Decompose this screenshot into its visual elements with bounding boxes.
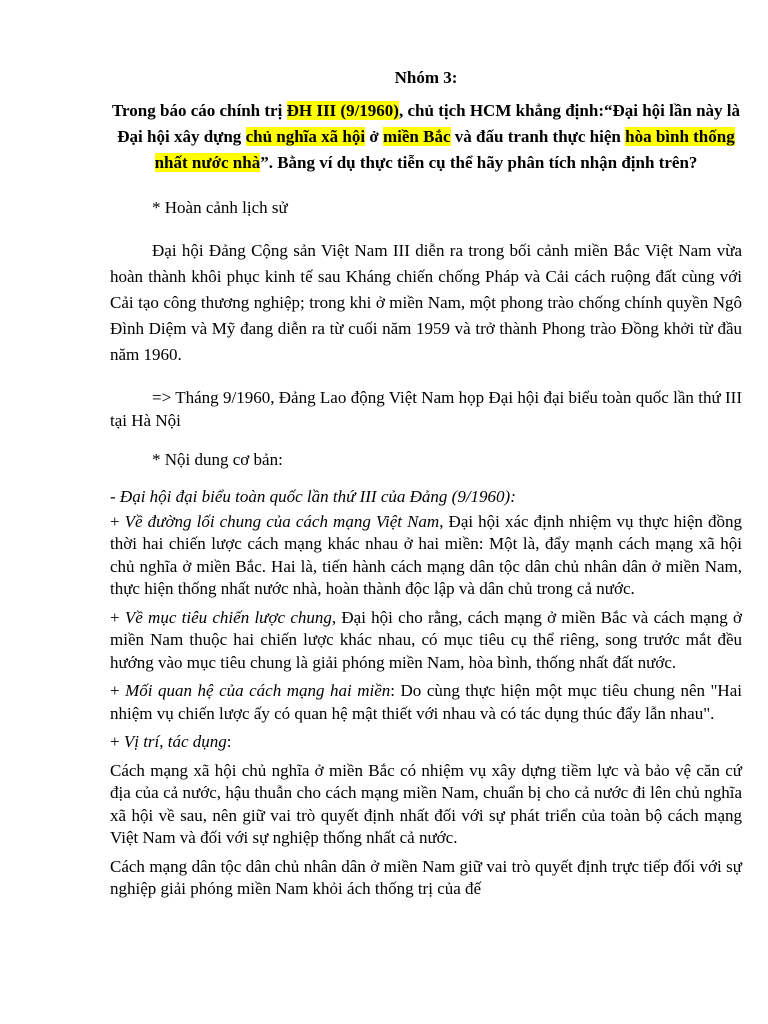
section-heading-content: * Nội dung cơ bản: [152,450,283,469]
list-item: + Về mục tiêu chiến lược chung, Đại hội cho rằng, cách mạng ở miền Bắc và cách mạng ở miền Nam thuộc hai chiến lược khác nhau, có mục tiêu cụ thể riêng, song trước mắt đều hướng vào mục tiêu chung là giải phóng miền Nam, hòa bình, thống nhất đất nước. [110,607,743,672]
subheading: - Đại hội đại biểu toàn quốc lần thứ III của Đảng (9/1960): [110,487,516,506]
highlight: hòa bình thống nhất nước nhà [154,127,735,172]
paragraph: Cách mạng xã hội chủ nghĩa ở miền Bắc có nhiệm vụ xây dựng tiềm lực và bảo vệ căn cứ địa của cả nước, hậu thuẫn cho cách mạng miền Nam, chuẩn bị cho cả nước đi lên chủ nghĩa xã hội về sau, nên giữ vai trò quyết định nhất đối với sự phát triển của toàn bộ cách mạng Việt Nam và đối với sự nghiệp thống nhất cả nước. [110,760,742,847]
list-item: + Mối quan hệ của cách mạng hai miền: Do cùng thực hiện một mục tiêu chung nên "Hai nhiệm vụ chiến lược ấy có quan hệ mật thiết với nhau và có tác dụng thúc đẩy lẫn nhau". [110,681,742,723]
question-text: Trong báo cáo chính trị ĐH III (9/1960), chủ tịch HCM khẳng định:“Đại hội lần này là Đại hội xây dựng chủ nghĩa xã hội ở miền Bắc và đấu tranh thực hiện hòa bình thống nhất nước nhà”. Bằng ví dụ thực tiễn cụ thể hãy phân tích nhận định trên? [111,101,741,172]
group-title: Nhóm 3: [394,68,458,87]
highlight: miền Bắc [383,127,451,146]
section-heading-history: * Hoàn cảnh lịch sử [152,198,288,217]
list-item: + Vị trí, tác dụng: [110,732,232,751]
highlight: chủ nghĩa xã hội [245,127,366,146]
paragraph: => Tháng 9/1960, Đảng Lao động Việt Nam họp Đại hội đại biểu toàn quốc lần thứ III tại Hà Nội [110,388,742,430]
paragraph: Đại hội Đảng Cộng sản Việt Nam III diễn ra trong bối cảnh miền Bắc Việt Nam vừa hoàn thành khôi phục kinh tế sau Kháng chiến chống Pháp và Cải cách ruộng đất cùng với Cải tạo công thương nghiệp; trong khi ở miền Nam, một phong trào chống chính quyền Ngô Đình Diệm và Mỹ đang diễn ra từ cuối năm 1959 và trở thành Phong trào Đồng khởi từ đầu năm 1960. [110,241,742,364]
paragraph: Cách mạng dân tộc dân chủ nhân dân ở miền Nam giữ vai trò quyết định trực tiếp đối với sự nghiệp giải phóng miền Nam khỏi ách thống trị của đế [110,856,742,898]
highlight: ĐH III (9/1960) [286,101,399,120]
list-item: + Về đường lối chung của cách mạng Việt Nam, Đại hội xác định nhiệm vụ thực hiện đồng thời hai chiến lược cách mạng khác nhau ở hai miền: Một là, đẩy mạnh cách mạng xã hội chủ nghĩa ở miền Bắc. Hai là, tiến hành cách mạng dân tộc dân chủ nhân dân ở miền Nam, thực hiện thống nhất nước nhà, hoàn thành độc lập và dân chủ trong cả nước. [110,511,742,598]
